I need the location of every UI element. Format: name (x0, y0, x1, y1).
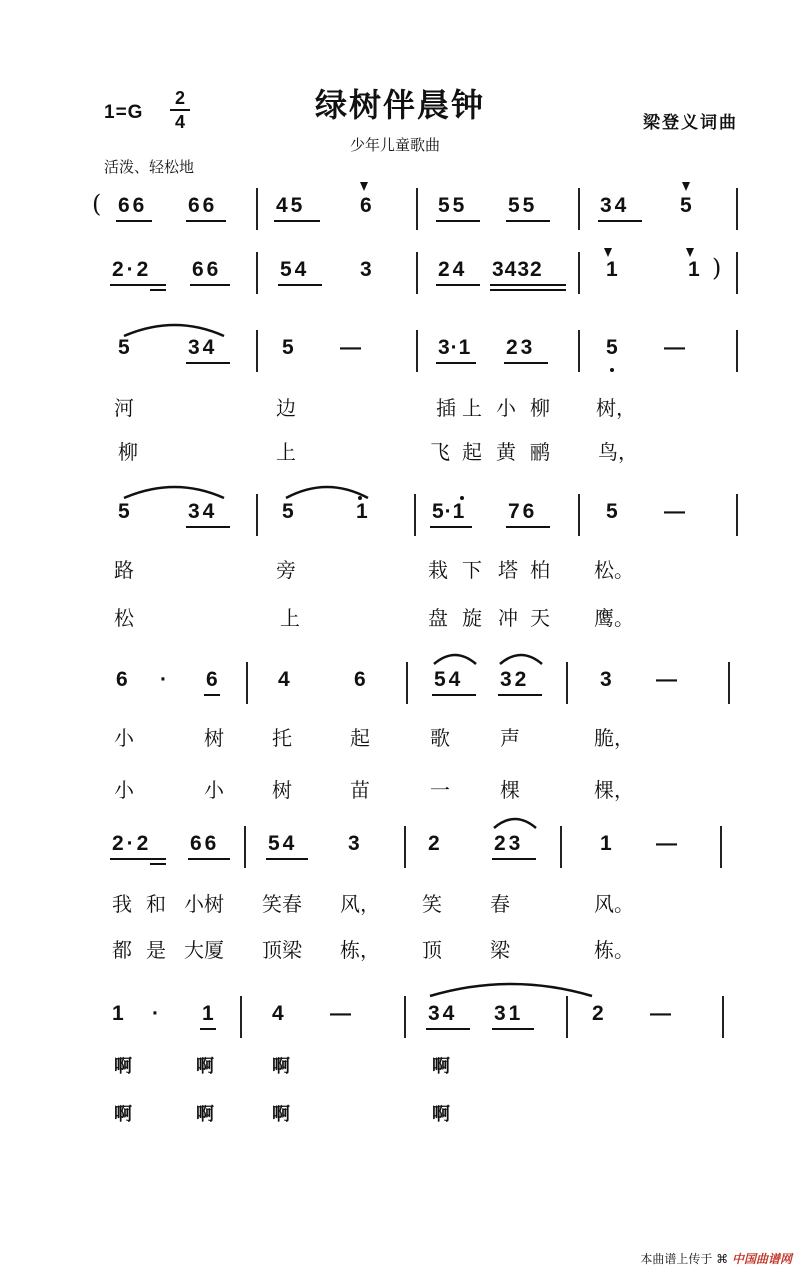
underline (190, 284, 230, 286)
note-group: 5 (606, 336, 621, 359)
barline (406, 662, 408, 704)
note-group: 32 (500, 668, 530, 691)
note-group: 4 (272, 1002, 287, 1025)
lyric: 我 (112, 892, 132, 916)
underline (498, 694, 542, 696)
underline (188, 858, 230, 860)
score-row-3 (0, 330, 800, 376)
site-logo-icon: ⌘ (716, 1252, 729, 1266)
lyric: 小 (204, 778, 224, 802)
lyric: 冲 (498, 606, 518, 630)
upper-octave-dot (358, 496, 362, 500)
lyric: 盘 (428, 606, 448, 630)
note-group: 5 (118, 336, 133, 359)
lyric: 上 (280, 606, 300, 630)
lyric: 风。 (594, 892, 634, 916)
note-group: 34 (600, 194, 630, 217)
note-group: 2 (592, 1002, 607, 1025)
accent-mark (686, 248, 694, 257)
lyric: 小 (496, 396, 516, 420)
barline (720, 826, 722, 868)
lyric: 栽 (428, 558, 448, 582)
lyric-line (0, 436, 800, 470)
lyric-line (0, 602, 800, 636)
lyric: 啊 (196, 1104, 214, 1125)
key-signature: 1=G (104, 102, 144, 123)
barline (256, 330, 258, 372)
barline (566, 662, 568, 704)
note-group: 54 (280, 258, 310, 281)
accent-mark (360, 182, 368, 191)
lyric: 栋。 (594, 938, 634, 962)
barline (736, 252, 738, 294)
lyric: 顶 (422, 938, 442, 962)
note-group: 3 (360, 258, 375, 281)
lyric: 梁 (490, 938, 510, 962)
note-group: 55 (508, 194, 538, 217)
lyric-line (0, 774, 800, 808)
underline (490, 289, 566, 291)
score-row-6 (0, 826, 800, 872)
lyric-line (0, 934, 800, 968)
underline (504, 362, 548, 364)
lyric: 鸟， (598, 440, 638, 464)
note-group: 1 (606, 258, 621, 281)
barline (404, 826, 406, 868)
note-group: 1 (600, 832, 615, 855)
lyric: 起 (350, 726, 370, 750)
note-group: 5 (680, 194, 695, 217)
note-group: 1 (112, 1002, 127, 1025)
dot-extension: · (160, 668, 170, 691)
lyric: 栋， (340, 938, 380, 962)
accent-mark (604, 248, 612, 257)
lyric: 啊 (114, 1104, 132, 1125)
lyric: 河 (114, 396, 134, 420)
lyric-line (0, 1052, 800, 1086)
lyric: 啊 (272, 1056, 290, 1077)
underline (492, 858, 536, 860)
lyric: 棵 (500, 778, 520, 802)
lower-octave-dot (610, 368, 614, 372)
lyric: 上 (276, 440, 296, 464)
underline (598, 220, 642, 222)
repeat-close-paren: ) (712, 254, 722, 282)
lyric-line (0, 554, 800, 588)
note-group: 3 (600, 668, 615, 691)
dash: — (664, 500, 688, 523)
underline (426, 1028, 470, 1030)
underline (116, 220, 152, 222)
underline (278, 284, 322, 286)
lyric: 一 (430, 778, 450, 802)
lyric: 声 (500, 726, 520, 750)
slur (496, 650, 546, 668)
repeat-open-paren: ( (92, 190, 102, 218)
note-group: 3·1 (438, 336, 472, 359)
note-group: 5 (282, 500, 297, 523)
time-signature-top: 2 (174, 88, 185, 108)
note-group: 1 (356, 500, 371, 523)
dash: — (664, 336, 688, 359)
lyric-line (0, 392, 800, 426)
upload-label: 本曲谱上传于 (640, 1252, 713, 1266)
underline (430, 526, 472, 528)
underline (506, 220, 550, 222)
lyric: 小树 (184, 892, 224, 916)
barline (256, 494, 258, 536)
note-group: 23 (506, 336, 536, 359)
lyric: 插 (436, 396, 456, 420)
barline (416, 330, 418, 372)
underline (186, 526, 230, 528)
note-group: 34 (188, 500, 218, 523)
lyric: 风， (340, 892, 380, 916)
upper-octave-dot (460, 496, 464, 500)
lyric: 和 (146, 892, 166, 916)
lyric: 笑春 (262, 892, 302, 916)
note-group: 3 (348, 832, 363, 855)
score-row-1 (0, 188, 800, 234)
lyric: 春 (490, 892, 510, 916)
lyric: 上 (462, 396, 482, 420)
note-group: 6 (360, 194, 375, 217)
note-group: 6 (116, 668, 131, 691)
underline (150, 863, 166, 865)
note-group: 66 (188, 194, 218, 217)
barline (736, 494, 738, 536)
note-group: 24 (438, 258, 468, 281)
note-group: 23 (494, 832, 524, 855)
barline (416, 252, 418, 294)
site-name-link[interactable]: 中国曲谱网 (731, 1252, 792, 1266)
barline (578, 330, 580, 372)
lyric: 柳 (118, 440, 138, 464)
dash: — (340, 336, 364, 359)
lyric: 歌 (430, 726, 450, 750)
accent-mark (682, 182, 690, 191)
note-group: 5 (282, 336, 297, 359)
underline (266, 858, 308, 860)
lyric-line (0, 1100, 800, 1134)
lyric: 路 (114, 558, 134, 582)
underline (110, 858, 166, 860)
time-signature-bottom: 4 (174, 112, 185, 132)
barline (240, 996, 242, 1038)
lyric: 啊 (272, 1104, 290, 1125)
lyric: 塔 (498, 558, 518, 582)
tempo-marking: 活泼、轻松地 (104, 158, 195, 176)
note-group: 3432 (492, 258, 543, 281)
lyric: 棵， (594, 778, 634, 802)
note-group: 66 (118, 194, 148, 217)
score-row-7 (0, 996, 800, 1042)
barline (578, 494, 580, 536)
underline (432, 694, 476, 696)
note-group: 5 (118, 500, 133, 523)
note-group: 54 (434, 668, 464, 691)
dash: — (650, 1002, 674, 1025)
underline (186, 220, 226, 222)
upload-credit (640, 1250, 792, 1267)
underline (110, 284, 166, 286)
lyric: 下 (462, 558, 482, 582)
lyric: 苗 (350, 778, 370, 802)
underline (436, 284, 480, 286)
barline (256, 252, 258, 294)
note-group: 54 (268, 832, 298, 855)
lyric: 大厦 (184, 938, 224, 962)
note-group: 4 (278, 668, 293, 691)
underline (200, 1028, 216, 1030)
lyric: 边 (276, 396, 296, 420)
note-group: 5·1 (432, 500, 466, 523)
score-row-2 (0, 252, 800, 298)
lyric: 小 (114, 726, 134, 750)
dash: — (656, 668, 680, 691)
lyric: 托 (272, 726, 292, 750)
lyric: 树 (272, 778, 292, 802)
underline (506, 526, 550, 528)
lyric: 起 (462, 440, 482, 464)
slur (430, 650, 480, 668)
lyric: 脆， (594, 726, 634, 750)
lyric: 柏 (530, 558, 550, 582)
note-group: 66 (192, 258, 222, 281)
underline (204, 694, 220, 696)
note-group: 1 (688, 258, 703, 281)
lyric: 旋 (462, 606, 482, 630)
note-group: 6 (354, 668, 369, 691)
note-group: 34 (428, 1002, 458, 1025)
barline (244, 826, 246, 868)
score-row-4 (0, 494, 800, 540)
lyric: 旁 (276, 558, 296, 582)
song-subtitle: 少年儿童歌曲 (349, 136, 440, 154)
underline (274, 220, 320, 222)
lyric: 顶梁 (262, 938, 302, 962)
note-group: 1 (202, 1002, 217, 1025)
song-title: 绿树伴晨钟 (314, 86, 485, 124)
barline (728, 662, 730, 704)
note-group: 66 (190, 832, 220, 855)
lyric-line (0, 888, 800, 922)
note-group: 76 (508, 500, 538, 523)
lyric: 松。 (594, 558, 634, 582)
note-group: 6 (206, 668, 221, 691)
underline (186, 362, 230, 364)
note-group: 2·2 (112, 832, 152, 855)
lyric: 鹂 (530, 440, 550, 464)
lyric: 啊 (114, 1056, 132, 1077)
slur (426, 980, 596, 1000)
note-group: 5 (606, 500, 621, 523)
lyric-line (0, 722, 800, 756)
lyric: 鹰。 (594, 606, 634, 630)
underline (490, 284, 566, 286)
lyric: 啊 (432, 1104, 450, 1125)
underline (436, 220, 480, 222)
composer-credit: 梁登义词曲 (643, 113, 738, 133)
score-row-5 (0, 662, 800, 708)
barline (256, 188, 258, 230)
lyric: 都 (112, 938, 132, 962)
barline (246, 662, 248, 704)
lyric: 天 (530, 606, 550, 630)
barline (560, 826, 562, 868)
barline (416, 188, 418, 230)
dash: — (330, 1002, 354, 1025)
lyric: 是 (146, 938, 166, 962)
lyric: 树， (596, 396, 636, 420)
slur (490, 814, 540, 832)
barline (414, 494, 416, 536)
lyric: 啊 (432, 1056, 450, 1077)
dash: — (656, 832, 680, 855)
note-group: 55 (438, 194, 468, 217)
barline (722, 996, 724, 1038)
barline (578, 188, 580, 230)
underline (492, 1028, 534, 1030)
barline (578, 252, 580, 294)
underline (150, 289, 166, 291)
note-group: 2 (428, 832, 443, 855)
note-group: 45 (276, 194, 306, 217)
barline (736, 330, 738, 372)
lyric: 黄 (496, 440, 516, 464)
lyric: 飞 (430, 440, 450, 464)
note-group: 34 (188, 336, 218, 359)
lyric: 笑 (422, 892, 442, 916)
note-group: 31 (494, 1002, 524, 1025)
dot-extension: · (152, 1002, 162, 1025)
note-group: 2·2 (112, 258, 152, 281)
barline (736, 188, 738, 230)
barline (404, 996, 406, 1038)
lyric: 啊 (196, 1056, 214, 1077)
lyric: 小 (114, 778, 134, 802)
lyric: 树 (204, 726, 224, 750)
underline (436, 362, 476, 364)
slur (120, 482, 230, 502)
lyric: 松 (114, 606, 134, 630)
barline (566, 996, 568, 1038)
lyric: 柳 (530, 396, 550, 420)
